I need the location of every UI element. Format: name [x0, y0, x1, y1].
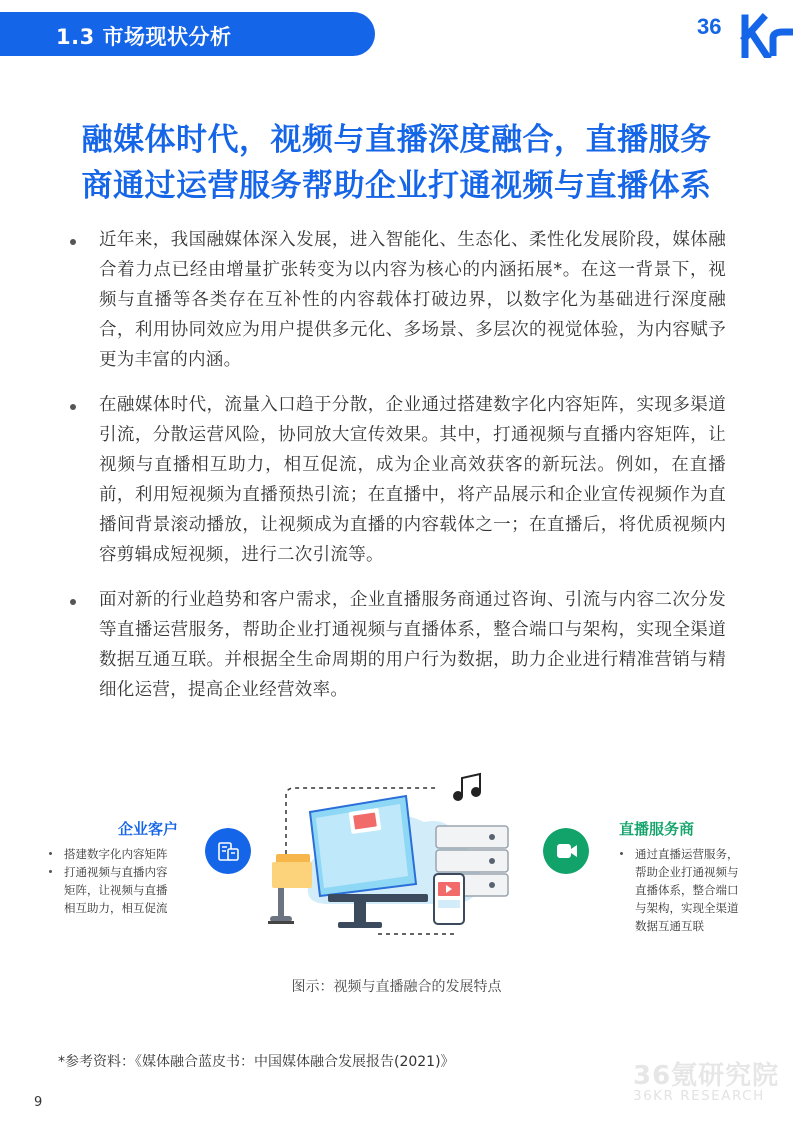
list-item-line: 打通视频与直播内容 [64, 865, 168, 879]
bullet-item [66, 225, 726, 375]
bullet-dot-icon [49, 870, 52, 873]
main-title [40, 117, 753, 209]
list-item-line: 与架构，实现全渠道 [635, 901, 739, 915]
enterprise-client-title: 企业客户 [118, 820, 179, 838]
list-item [617, 845, 777, 935]
section-title: 1.3 市场现状分析 [56, 25, 232, 49]
live-service-provider-list [617, 845, 777, 935]
bullet-dot-icon [70, 599, 76, 605]
list-item-line: 相互助力，相互促流 [64, 901, 168, 915]
bullet-text: 面对新的行业趋势和客户需求，企业直播服务商通过咨询、引流与内容二次分发等直播运营服务，帮助企业打通视频与直播体系，整合端口与架构，实现全渠道数据互通互联。并根据全生命周期的用户行为数据，助力企业进行精准营销与精细化运营，提高企业经营效率。 [99, 590, 726, 700]
main-title-line-1: 融媒体时代，视频与直播深度融合，直播服务 [81, 122, 712, 158]
page-number: 9 [34, 1095, 43, 1110]
list-item-line: 通过直播运营服务， [635, 847, 739, 861]
list-item-line: 直播体系，整合端口 [635, 883, 739, 897]
bullet-dot-icon [49, 852, 52, 855]
bullet-dot-icon [620, 852, 623, 855]
list-item [46, 845, 206, 863]
figure-caption: 图示：视频与直播融合的发展特点 [291, 979, 502, 995]
live-service-provider-title: 直播服务商 [619, 820, 695, 838]
list-item [46, 863, 206, 917]
svg-text:36: 36 [697, 14, 722, 39]
list-item-line: 搭建数字化内容矩阵 [64, 847, 168, 861]
list-item-line: 帮助企业打通视频与 [635, 865, 739, 879]
bullet-dot-icon [70, 404, 76, 410]
bullet-item [66, 585, 726, 705]
reference-note: *参考资料：《媒体融合蓝皮书：中国媒体融合发展报告(2021)》 [58, 1054, 455, 1070]
enterprise-icon [205, 828, 251, 874]
list-item-line: 数据互通互联 [635, 919, 704, 933]
bullet-text: 在融媒体时代，流量入口趋于分散，企业通过搭建数字化内容矩阵，实现多渠道引流，分散运营风险，协同放大宣传效果。其中，打通视频与直播内容矩阵，让视频与直播相互助力，相互促流，成为企业高效获客的新玩法。例如，在直播前，利用短视频为直播预热引流；在直播中，将产品展示和企业宣传视频作为直播间背景滚动播放，让视频成为直播的内容载体之一；在直播后，将优质视频内容剪辑成短视频，进行二次引流等。 [99, 395, 726, 565]
bullet-item [66, 390, 726, 570]
watermark-en: 36KR RESEARCH [633, 1088, 765, 1104]
watermark-cn: 36氪研究院 [633, 1061, 780, 1091]
bullet-dot-icon [70, 239, 76, 245]
bullet-list [66, 225, 726, 720]
enterprise-client-list [46, 845, 206, 917]
list-item-line: 矩阵，让视频与直播 [64, 883, 168, 897]
main-title-line-2: 商通过运营服务帮助企业打通视频与直播体系 [81, 168, 712, 204]
video-camera-icon [543, 828, 589, 874]
video-live-fusion-illustration [258, 766, 528, 944]
bullet-text: 近年来，我国融媒体深入发展，进入智能化、生态化、柔性化发展阶段，媒体融合着力点已经由增量扩张转变为以内容为核心的内涵拓展*。在这一背景下，视频与直播等各类存在互补性的内容载体打破边界，以数字化为基础进行深度融合，利用协同效应为用户提供多元化、多场景、多层次的视觉体验，为内容赋予更为丰富的内涵。 [99, 230, 726, 370]
36kr-logo [693, 8, 793, 58]
